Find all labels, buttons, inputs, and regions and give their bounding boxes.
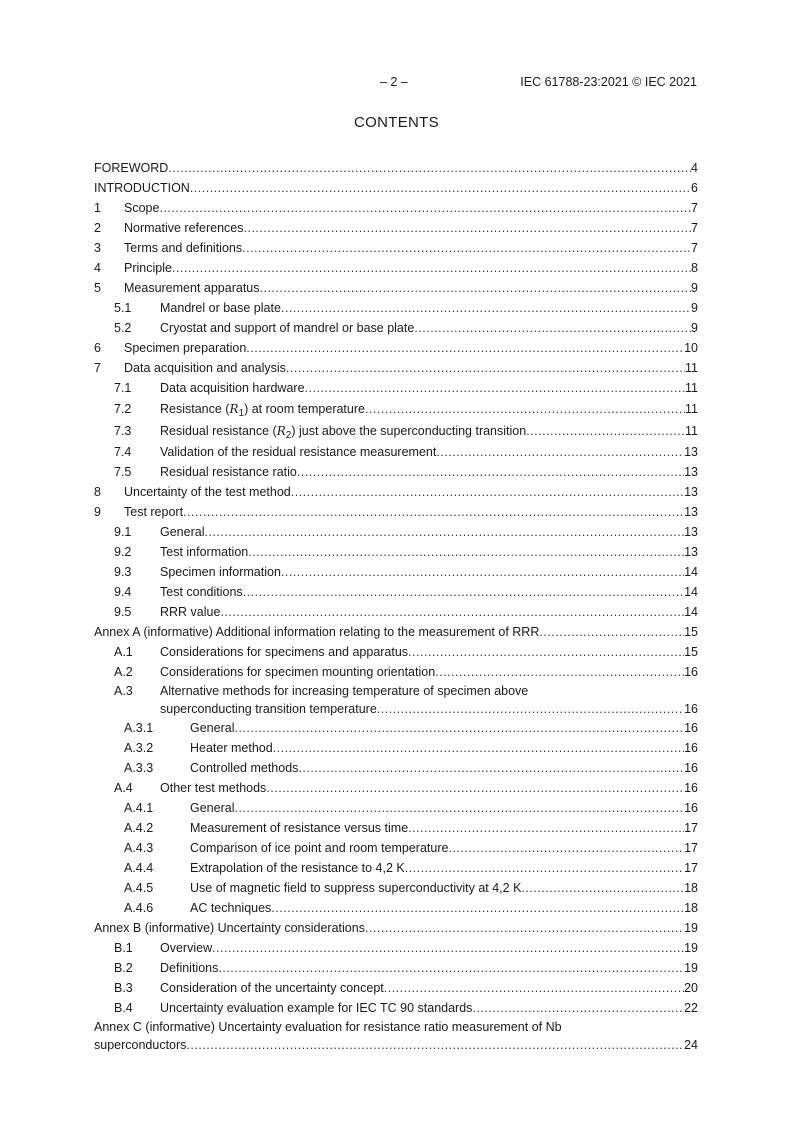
toc-label: Scope (124, 201, 160, 215)
toc-page: 8 (691, 261, 698, 275)
leader-dots (218, 958, 684, 978)
toc-label: Test information (160, 545, 249, 559)
leader-dots (435, 662, 684, 682)
leader-dots (244, 218, 692, 238)
leader-dots (365, 918, 684, 938)
leader-dots (526, 420, 685, 442)
toc-page: 16 (684, 721, 698, 735)
toc-label: Data acquisition and analysis (124, 361, 286, 375)
leader-dots (168, 158, 691, 178)
toc-label-post: ) at room temperature (244, 402, 365, 416)
math-symbol: R (229, 402, 239, 416)
toc-entry-3[interactable] (94, 238, 698, 258)
toc-label-pre: Resistance ( (160, 402, 230, 416)
toc-number: 7 (94, 361, 101, 375)
toc-number: 9 (94, 505, 101, 519)
toc-number: A.1 (114, 645, 133, 659)
toc-page: 7 (691, 241, 698, 255)
toc-page: 16 (684, 761, 698, 775)
toc-page: 17 (684, 841, 698, 855)
leader-dots (220, 602, 684, 622)
toc-entry-introduction[interactable] (94, 178, 698, 198)
toc-page: 11 (685, 381, 698, 395)
toc-page: 14 (684, 605, 698, 619)
toc-label: superconductors (94, 1038, 187, 1052)
toc-label: Extrapolation of the resistance to 4,2 K (190, 861, 405, 875)
toc-number: 7.1 (114, 381, 132, 395)
leader-dots (273, 738, 684, 758)
toc-label: AC techniques (190, 901, 272, 915)
toc-entry-a-1[interactable] (94, 642, 698, 662)
toc-number: A.4.6 (124, 901, 154, 915)
toc-entry-5[interactable] (94, 278, 698, 298)
toc-label: General (160, 525, 205, 539)
toc-number: B.3 (114, 981, 133, 995)
toc-label: Annex A (informative) Additional information relating to the measurement of RRR (94, 625, 540, 639)
toc-number: A.4.5 (124, 881, 154, 895)
toc-label: Specimen information (160, 565, 281, 579)
toc-number: 1 (94, 201, 101, 215)
toc-page: 16 (684, 781, 698, 795)
leader-dots (183, 502, 684, 522)
toc-number: 9.3 (114, 565, 132, 579)
toc-page: 11 (685, 402, 698, 416)
toc-number: 3 (94, 241, 101, 255)
leader-dots (305, 378, 685, 398)
toc-label: Considerations for specimen mounting orientation (160, 665, 436, 679)
leader-dots (408, 642, 684, 662)
leader-dots (271, 898, 684, 918)
toc-label: Comparison of ice point and room temperature (190, 841, 449, 855)
toc-page: 10 (684, 341, 698, 355)
toc-number: 6 (94, 341, 101, 355)
toc-entry-a-4-3[interactable] (94, 838, 698, 858)
leader-dots (204, 522, 684, 542)
toc-entry-b-4[interactable] (94, 998, 698, 1018)
toc-label: Mandrel or base plate (160, 301, 281, 315)
toc-page: 13 (684, 505, 698, 519)
toc-label: Measurement apparatus (124, 281, 260, 295)
toc-number: 8 (94, 485, 101, 499)
toc-page: 22 (684, 1001, 698, 1015)
toc-label: Other test methods (160, 781, 267, 795)
leader-dots (472, 998, 684, 1018)
toc-label: Overview (160, 941, 213, 955)
toc-entry-annex-b[interactable] (94, 918, 698, 938)
toc-page: 20 (684, 981, 698, 995)
toc-number: 7.3 (114, 424, 132, 438)
toc-entry-b-1[interactable] (94, 938, 698, 958)
toc-page: 13 (684, 525, 698, 539)
toc-entry-5-2[interactable] (94, 318, 698, 338)
toc-entry-6[interactable] (94, 338, 698, 358)
toc-entry-a-3-2[interactable] (94, 738, 698, 758)
toc-number: 9.5 (114, 605, 132, 619)
toc-label: Cryostat and support of mandrel or base plate (160, 321, 415, 335)
toc-page: 15 (684, 645, 698, 659)
toc-label: FOREWORD (94, 161, 169, 175)
toc-entry-a-4-1[interactable] (94, 798, 698, 818)
toc-page: 17 (684, 821, 698, 835)
toc-entry-a-3-3[interactable] (94, 758, 698, 778)
toc-entry-a-4-2[interactable] (94, 818, 698, 838)
toc-number: 7.2 (114, 402, 132, 416)
toc-number: A.4.4 (124, 861, 154, 875)
math-subscript: 2 (285, 430, 292, 441)
toc-entry-9-5[interactable] (94, 602, 698, 622)
toc-number: A.4 (114, 781, 133, 795)
toc-entry-7-4[interactable] (94, 442, 698, 462)
toc-number: A.3.2 (124, 741, 154, 755)
toc-number: 7.4 (114, 445, 132, 459)
leader-dots (405, 858, 684, 878)
toc-page: 13 (684, 445, 698, 459)
toc-entry-9[interactable] (94, 502, 698, 522)
toc-number: 9.1 (114, 525, 132, 539)
leader-dots (212, 938, 684, 958)
standard-reference: IEC 61788-23:2021 © IEC 2021 (520, 75, 697, 89)
toc-label: Test conditions (160, 585, 243, 599)
leader-dots (521, 878, 684, 898)
leader-dots (248, 542, 684, 562)
toc-page: 18 (684, 901, 698, 915)
toc-number: 7.5 (114, 465, 132, 479)
leader-dots (408, 818, 684, 838)
leader-dots (448, 838, 684, 858)
toc-entry-a-4-6[interactable] (94, 898, 698, 918)
toc-entry-annex-a[interactable] (94, 622, 698, 642)
toc-entry-9-1[interactable] (94, 522, 698, 542)
leader-dots (436, 442, 684, 462)
toc-page: 16 (684, 801, 698, 815)
toc-label: Residual resistance ratio (160, 465, 297, 479)
leader-dots (281, 562, 684, 582)
toc-page: 9 (691, 301, 698, 315)
toc-page: 16 (684, 665, 698, 679)
toc-page: 9 (691, 321, 698, 335)
toc-entry-2[interactable] (94, 218, 698, 238)
leader-dots (539, 622, 684, 642)
toc-number: 9.4 (114, 585, 132, 599)
toc-number: 4 (94, 261, 101, 275)
toc-number: 5 (94, 281, 101, 295)
toc-page: 9 (691, 281, 698, 295)
leader-dots (246, 338, 684, 358)
toc-label: Use of magnetic field to suppress superconductivity at 4,2 K (190, 881, 522, 895)
toc-page: 14 (684, 565, 698, 579)
toc-page: 17 (684, 861, 698, 875)
toc-label: Heater method (190, 741, 273, 755)
toc-entry-a-4[interactable] (94, 778, 698, 798)
leader-dots (234, 798, 684, 818)
leader-dots (414, 318, 691, 338)
toc-entry-foreword[interactable] (94, 158, 698, 178)
toc-page: 14 (684, 585, 698, 599)
leader-dots (260, 278, 692, 298)
toc-entry-7-5[interactable] (94, 462, 698, 482)
toc-label: Validation of the residual resistance measurement (160, 445, 437, 459)
toc-entry-9-3[interactable] (94, 562, 698, 582)
toc-number: A.4.1 (124, 801, 154, 815)
toc-entry-annex-c-line2[interactable] (94, 1036, 698, 1054)
leader-dots (298, 758, 684, 778)
toc-page: 16 (684, 702, 698, 716)
leader-dots (365, 398, 685, 420)
leader-dots (377, 700, 684, 718)
toc-label: Alternative methods for increasing temperature of specimen above (160, 684, 529, 698)
toc-number: A.3.3 (124, 761, 154, 775)
toc-page: 7 (691, 201, 698, 215)
toc-entry-annex-c-line1[interactable] (94, 1018, 698, 1036)
toc-number: B.4 (114, 1001, 133, 1015)
toc-label: Data acquisition hardware (160, 381, 305, 395)
toc-entry-8[interactable] (94, 482, 698, 502)
toc-number: 9.2 (114, 545, 132, 559)
toc-number: A.2 (114, 665, 133, 679)
toc-page: 11 (685, 424, 698, 438)
toc-number: 5.2 (114, 321, 132, 335)
toc-page: 13 (684, 545, 698, 559)
toc-entry-a-3-1[interactable] (94, 718, 698, 738)
leader-dots (172, 258, 691, 278)
toc-page: 13 (684, 485, 698, 499)
toc-label: Terms and definitions (124, 241, 243, 255)
leader-dots (286, 358, 685, 378)
toc-entry-b-2[interactable] (94, 958, 698, 978)
toc-page: 4 (691, 161, 698, 175)
toc-label: Measurement of resistance versus time (190, 821, 409, 835)
toc-entry-7-1[interactable] (94, 378, 698, 398)
leader-dots (291, 482, 684, 502)
toc-page: 15 (684, 625, 698, 639)
toc-label: Consideration of the uncertainty concept (160, 981, 384, 995)
toc-number: A.3 (114, 684, 133, 698)
toc-label: General (190, 801, 235, 815)
toc-entry-a-3-line1[interactable] (94, 682, 698, 700)
toc-label: General (190, 721, 235, 735)
page-title: CONTENTS (354, 114, 439, 131)
toc-entry-4[interactable] (94, 258, 698, 278)
toc-entry-9-2[interactable] (94, 542, 698, 562)
math-subscript: 1 (238, 408, 245, 419)
toc-page: 19 (684, 941, 698, 955)
toc-label: Considerations for specimens and apparatus (160, 645, 409, 659)
toc-label: INTRODUCTION (94, 181, 190, 195)
toc-label: Specimen preparation (124, 341, 247, 355)
leader-dots (186, 1036, 684, 1054)
toc-number: A.4.3 (124, 841, 154, 855)
leader-dots (159, 198, 691, 218)
toc-entry-5-1[interactable] (94, 298, 698, 318)
toc-entry-1[interactable] (94, 198, 698, 218)
toc-page: 19 (684, 921, 698, 935)
toc-number: 2 (94, 221, 101, 235)
toc-page: 16 (684, 741, 698, 755)
leader-dots (234, 718, 684, 738)
toc-label-post: ) just above the superconducting transition (291, 424, 527, 438)
toc-label: Test report (124, 505, 184, 519)
toc-label: Uncertainty evaluation example for IEC TC 90 standards (160, 1001, 473, 1015)
toc-page: 6 (691, 181, 698, 195)
math-symbol: R (276, 424, 286, 438)
toc-label: superconducting transition temperature (160, 702, 377, 716)
toc-label: Annex B (informative) Uncertainty considerations (94, 921, 365, 935)
leader-dots (243, 582, 684, 602)
leader-dots (297, 462, 684, 482)
toc-page: 13 (684, 465, 698, 479)
toc-page: 18 (684, 881, 698, 895)
leader-dots (266, 778, 684, 798)
toc-label: Principle (124, 261, 172, 275)
toc-label-pre: Residual resistance ( (160, 424, 277, 438)
toc-entry-a-4-5[interactable] (94, 878, 698, 898)
toc-number: 5.1 (114, 301, 132, 315)
toc-number: A.3.1 (124, 721, 154, 735)
toc-entry-9-4[interactable] (94, 582, 698, 602)
leader-dots (384, 978, 684, 998)
table-of-contents (94, 158, 698, 1054)
toc-page: 19 (684, 961, 698, 975)
toc-entry-a-4-4[interactable] (94, 858, 698, 878)
leader-dots (190, 178, 691, 198)
toc-entry-b-3[interactable] (94, 978, 698, 998)
toc-label: RRR value (160, 605, 221, 619)
toc-number: A.4.2 (124, 821, 154, 835)
toc-entry-a-2[interactable] (94, 662, 698, 682)
toc-label: Annex C (informative) Uncertainty evaluation for resistance ratio measurement of Nb (94, 1020, 562, 1034)
toc-page: 7 (691, 221, 698, 235)
toc-label: Definitions (160, 961, 219, 975)
toc-label: Controlled methods (190, 761, 299, 775)
toc-entry-a-3-line2[interactable] (94, 700, 698, 718)
toc-page: 24 (684, 1038, 698, 1052)
toc-entry-7[interactable] (94, 358, 698, 378)
toc-page: 11 (685, 361, 698, 375)
toc-entry-7-3[interactable] (94, 420, 698, 442)
toc-entry-7-2[interactable] (94, 398, 698, 420)
toc-label: Uncertainty of the test method (124, 485, 291, 499)
leader-dots (281, 298, 691, 318)
toc-number: B.2 (114, 961, 133, 975)
leader-dots (242, 238, 691, 258)
toc-label: Normative references (124, 221, 244, 235)
toc-number: B.1 (114, 941, 133, 955)
page-number: – 2 – (380, 75, 408, 89)
